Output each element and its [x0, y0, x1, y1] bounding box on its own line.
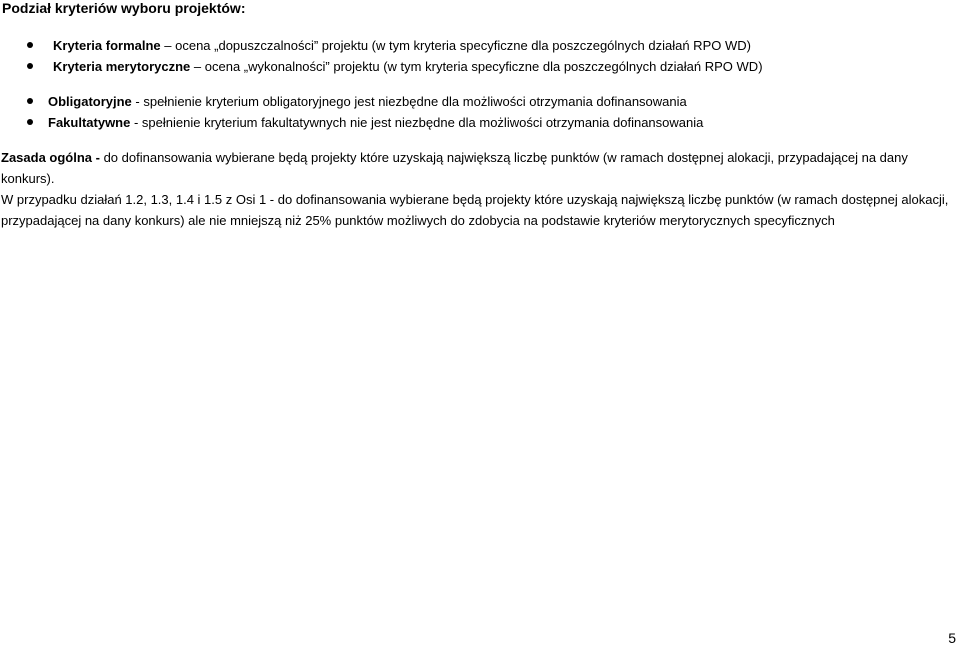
bullet-icon [27, 63, 33, 69]
rules-section [1, 147, 959, 231]
bullet-icon [27, 98, 33, 104]
general-rule-text: do dofinansowania wybierane będą projekty które uzyskają największą liczbę punktów (w ramach dostępnej alokacji, przypadającej na dany konkurs). [1, 150, 908, 186]
criteria-description: – ocena „wykonalności” projektu (w tym kryteria specyficzne dla poszczególnych działań RPO WD) [190, 59, 763, 74]
criteria-kinds-list [0, 91, 703, 133]
page-number: 5 [948, 630, 956, 646]
bullet-icon [27, 119, 33, 125]
criteria-term: Kryteria formalne [53, 38, 161, 53]
general-rule-term: Zasada ogólna - [1, 150, 100, 165]
criteria-description: - spełnienie kryterium obligatoryjnego jest niezbędne dla możliwości otrzymania dofinansowania [131, 94, 687, 109]
list-item [0, 35, 763, 56]
special-rule-paragraph: W przypadku działań 1.2, 1.3, 1.4 i 1.5 z Osi 1 - do dofinansowania wybierane będą projekty które uzyskają największą liczbę punktów (w ramach dostępnej alokacji, przypadającej na dany konkurs) ale nie mniejszą niż 25% punktów możliwych do zdobycia na podstawie kryteriów merytorycznych specyficznych [1, 192, 949, 228]
criteria-term: Kryteria merytoryczne [53, 59, 191, 74]
criteria-term: Obligatoryjne [48, 94, 132, 109]
criteria-types-list [0, 35, 763, 77]
criteria-description: – ocena „dopuszczalności” projektu (w tym kryteria specyficzne dla poszczególnych działań RPO WD) [160, 38, 751, 53]
criteria-term: Fakultatywne [48, 115, 131, 130]
page-title: Podział kryteriów wyboru projektów: [2, 0, 246, 16]
list-item [0, 91, 703, 112]
general-rule-paragraph [1, 147, 959, 189]
criteria-description: - spełnienie kryterium fakultatywnych nie jest niezbędne dla możliwości otrzymania dofinansowania [130, 115, 704, 130]
list-item [0, 56, 763, 77]
bullet-icon [27, 42, 33, 48]
list-item [0, 112, 703, 133]
